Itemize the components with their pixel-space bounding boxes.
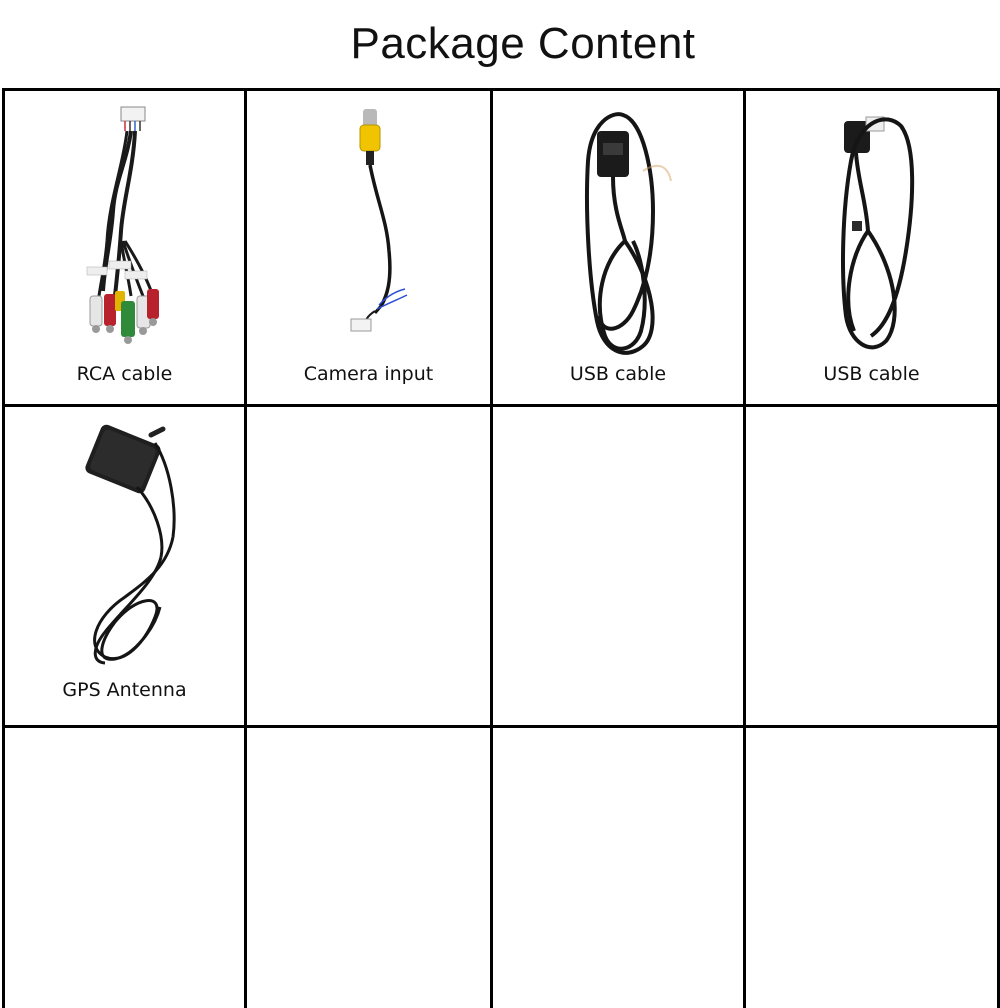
camera-input-cable-icon (247, 91, 490, 404)
empty-cell (5, 728, 244, 1008)
item-label: USB cable (823, 363, 920, 385)
package-item (5, 407, 244, 725)
package-item (247, 91, 490, 404)
empty-cell (746, 728, 997, 1008)
item-label: GPS Antenna (62, 679, 187, 701)
item-label: RCA cable (76, 363, 173, 385)
empty-cell (746, 407, 997, 725)
package-item (5, 91, 244, 404)
rca-cable-icon (5, 91, 244, 404)
empty-cell (493, 728, 743, 1008)
usb-cable-icon (746, 91, 997, 404)
page-title: Package Content (350, 19, 696, 68)
usb-cable-icon (493, 91, 743, 404)
package-item (746, 91, 997, 404)
package-grid (2, 88, 1000, 1008)
package-item (493, 91, 743, 404)
item-label: Camera input (303, 363, 434, 385)
empty-cell (247, 728, 490, 1008)
item-label: USB cable (569, 363, 667, 385)
gps-antenna-icon (5, 407, 244, 725)
empty-cell (247, 407, 490, 725)
empty-cell (493, 407, 743, 725)
